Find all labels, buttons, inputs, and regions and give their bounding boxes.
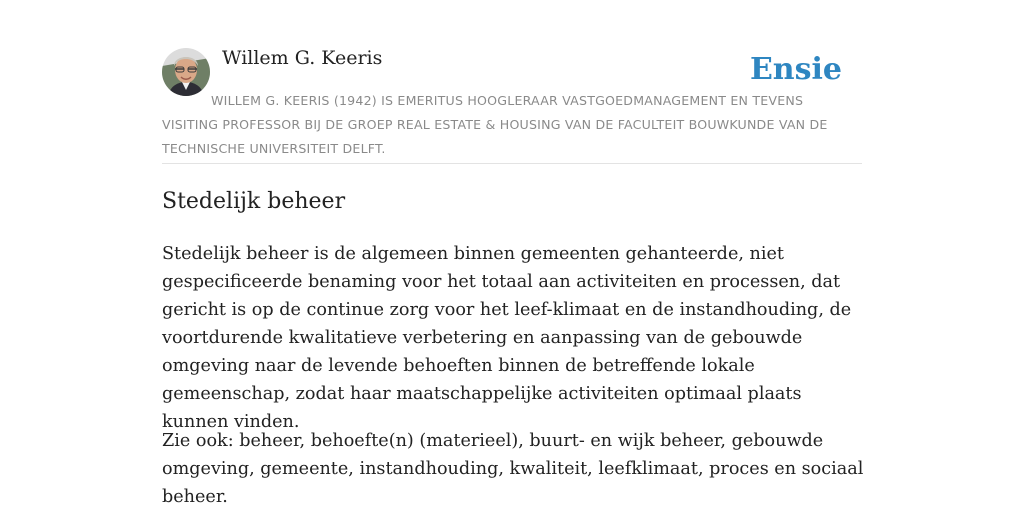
ensie-logo[interactable]: Ensie xyxy=(749,52,842,87)
see-also-text: Zie ook: beheer, behoefte(n) (materieel), buurt- en wijk beheer, gebouwde omgeving, gemeente, instandhouding, kwaliteit, leefklimaat, proces en sociaal beheer. xyxy=(162,431,864,507)
entry-definition: Stedelijk beheer is de algemeen binnen gemeenten gehanteerde, niet gespecificeerde benaming voor het totaal aan activiteiten en processen, dat gericht is op de continue zorg voor het leef-klimaat en de instandhouding, de voortdurende kwalitatieve verbetering en aanpassing van de gebouwde omgeving naar de levende behoeften binnen de betreffende lokale gemeenschap, zodat haar maatschappelijke activiteiten optimaal plaats kunnen vinden. xyxy=(162,244,852,432)
header-divider xyxy=(162,163,862,164)
author-name[interactable]: Willem G. Keeris xyxy=(222,47,383,69)
entry-title: Stedelijk beheer xyxy=(162,189,346,214)
author-bio: WILLEM G. KEERIS (1942) IS EMERITUS HOOGLERAAR VASTGOEDMANAGEMENT EN TEVENS VISITING PROFESSOR BIJ DE GROEP REAL ESTATE & HOUSING VAN DE FACULTEIT BOUWKUNDE VAN DE TECHNISCHE UNIVERSITEIT DELFT. xyxy=(162,93,828,156)
